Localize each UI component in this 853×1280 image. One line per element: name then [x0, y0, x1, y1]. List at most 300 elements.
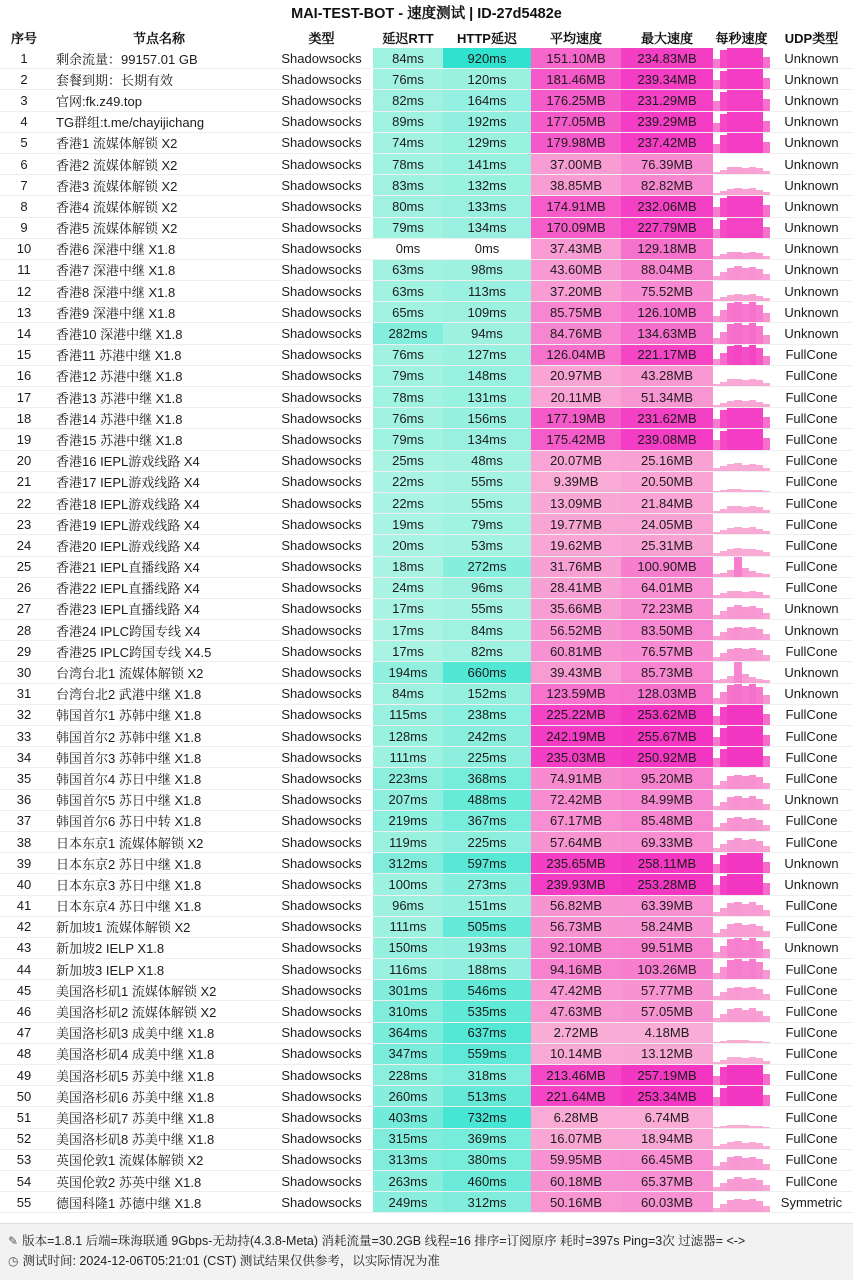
row-index-cell: 31 [16, 686, 32, 702]
sparkline-bar [727, 401, 734, 408]
max-speed-cell: 72.23MB [621, 599, 713, 619]
sparkline-bars [713, 1129, 770, 1149]
max-speed-cell: 103.26MB [621, 959, 713, 979]
sparkline-bar [720, 1126, 727, 1128]
sparkline-bar [727, 939, 734, 958]
max-speed-cell: 128.03MB [621, 684, 713, 704]
row-index-cell: 21 [16, 474, 32, 490]
node-type-cell: Shadowsocks [281, 474, 362, 490]
latency-rtt-cell: 260ms [373, 1086, 443, 1106]
max-speed-cell: 257.19MB [621, 1065, 713, 1085]
avg-speed-cell: 37.00MB [531, 154, 621, 174]
row-index-cell: 15 [16, 347, 32, 363]
sparkline-bar [763, 970, 770, 979]
node-type-cell: Shadowsocks [281, 198, 362, 214]
http-latency-cell: 82ms [443, 641, 531, 661]
sparkline-bar [763, 468, 770, 471]
sparkline-bar [713, 1127, 720, 1128]
latency-rtt-cell: 17ms [373, 599, 443, 619]
sparkline-bar [742, 304, 749, 322]
sparkline-bar [763, 227, 770, 238]
udp-type-cell: FullCone [785, 813, 838, 829]
sparkline-bar [763, 1206, 770, 1212]
http-latency-cell: 380ms [443, 1150, 531, 1170]
avg-speed-cell: 10.14MB [531, 1044, 621, 1064]
sparkline-bar [742, 904, 749, 916]
sparkline-bar [713, 316, 720, 322]
avg-speed-cell: 123.59MB [531, 684, 621, 704]
sparkline-bar [749, 796, 756, 809]
sparkline-bar [727, 649, 734, 662]
per-second-speed-sparkline [713, 1023, 770, 1043]
max-speed-cell: 82.82MB [621, 175, 713, 195]
max-speed-cell: 75.52MB [621, 281, 713, 301]
node-name-cell: 美国洛杉矶7 苏美中继 X1.8 [56, 1110, 215, 1126]
sparkline-bar [763, 1016, 770, 1022]
latency-rtt-cell: 282ms [373, 323, 443, 343]
sparkline-bar [756, 326, 763, 343]
table-row [0, 535, 853, 556]
node-name-cell: 香港17 IEPL游戏线路 X4 [56, 475, 200, 491]
per-second-speed-sparkline [713, 196, 770, 216]
latency-rtt-cell: 111ms [373, 917, 443, 937]
sparkline-bar [749, 591, 756, 598]
row-index-cell: 27 [16, 601, 32, 617]
per-second-speed-sparkline [713, 1001, 770, 1021]
latency-rtt-cell: 82ms [373, 90, 443, 110]
table-row [0, 472, 853, 493]
sparkline-bar [734, 1065, 741, 1085]
sparkline-bar [727, 218, 734, 238]
sparkline-bar [742, 347, 749, 365]
per-second-speed-sparkline [713, 768, 770, 788]
sparkline-bar [749, 196, 756, 216]
sparkline-bar [727, 726, 734, 746]
http-latency-cell: 132ms [443, 175, 531, 195]
sparkline-bars [713, 1065, 770, 1085]
http-latency-cell: 48ms [443, 451, 531, 471]
sparkline-bar [749, 1065, 756, 1085]
node-type-cell: Shadowsocks [281, 326, 362, 342]
node-name-cell: TG群组:t.me/chayijichang [56, 115, 205, 131]
sparkline-bar [734, 1008, 741, 1022]
sparkline-bar [727, 295, 734, 302]
sparkline-bar [749, 938, 756, 958]
row-index-cell: 34 [16, 749, 32, 765]
sparkline-bar [749, 90, 756, 110]
http-latency-cell: 134ms [443, 429, 531, 449]
sparkline-bar [734, 133, 741, 153]
http-latency-cell: 637ms [443, 1023, 531, 1043]
table-row [0, 768, 853, 789]
sparkline-bar [713, 933, 720, 937]
node-type-cell: Shadowsocks [281, 1194, 362, 1210]
node-type-cell: Shadowsocks [281, 283, 362, 299]
sparkline-bar [742, 507, 749, 513]
udp-type-cell: FullCone [785, 707, 838, 723]
sparkline-bar [742, 1065, 749, 1085]
footer-time-text: 测试时间: 2024-12-06T05:21:01 (CST) 测试结果仅供参考，以实际情况为准 [22, 1254, 440, 1268]
sparkline-bar [756, 133, 763, 153]
sparkline-bar [713, 1187, 720, 1191]
per-second-speed-sparkline [713, 641, 770, 661]
sparkline-bar [713, 172, 720, 174]
sparkline-bar [742, 528, 749, 534]
sparkline-bar [734, 902, 741, 916]
row-index-cell: 18 [16, 410, 32, 426]
max-speed-cell: 25.31MB [621, 535, 713, 555]
avg-speed-cell: 177.05MB [531, 112, 621, 132]
per-second-speed-sparkline [713, 1192, 770, 1212]
sparkline-bar [763, 99, 770, 110]
node-name-cell: 韩国首尔3 苏韩中继 X1.8 [56, 750, 202, 766]
latency-rtt-cell: 263ms [373, 1171, 443, 1191]
sparkline-bar [720, 908, 727, 916]
sparkline-bar [713, 1076, 720, 1085]
sparkline-bar [734, 1125, 741, 1128]
sparkline-bar [742, 874, 749, 894]
table-row [0, 154, 853, 175]
http-latency-cell: 131ms [443, 387, 531, 407]
latency-rtt-cell: 403ms [373, 1107, 443, 1127]
http-latency-cell: 597ms [443, 853, 531, 873]
avg-speed-cell: 225.22MB [531, 705, 621, 725]
sparkline-bar [742, 380, 749, 386]
sparkline-bars [713, 239, 770, 259]
avg-speed-cell: 39.43MB [531, 662, 621, 682]
max-speed-cell: 60.03MB [621, 1192, 713, 1212]
sparkline-bar [756, 799, 763, 810]
udp-type-cell: Unknown [784, 241, 839, 257]
sparkline-bar [720, 1088, 727, 1106]
sparkline-bar [734, 557, 741, 577]
max-speed-cell: 231.29MB [621, 90, 713, 110]
http-latency-cell: 152ms [443, 684, 531, 704]
sparkline-bar [749, 1057, 756, 1064]
per-second-speed-sparkline [713, 112, 770, 132]
footer-meta-line [8, 1231, 845, 1251]
sparkline-bars [713, 366, 770, 386]
sparkline-bar [749, 549, 756, 556]
sparkline-bar [749, 167, 756, 174]
latency-rtt-cell: 310ms [373, 1001, 443, 1021]
sparkline-bar [734, 705, 741, 725]
node-name-cell: 香港10 深港中继 X1.8 [56, 327, 183, 343]
sparkline-bar [763, 613, 770, 619]
row-index-cell: 35 [16, 770, 32, 786]
per-second-speed-sparkline [713, 154, 770, 174]
sparkline-bar [763, 994, 770, 1000]
avg-speed-cell: 50.16MB [531, 1192, 621, 1212]
sparkline-bars [713, 705, 770, 725]
node-name-cell: 日本东京1 流媒体解锁 X2 [56, 835, 204, 851]
sparkline-bar [713, 806, 720, 810]
sparkline-bars [713, 429, 770, 449]
sparkline-bar [749, 408, 756, 428]
node-type-cell: Shadowsocks [281, 71, 362, 87]
max-speed-cell: 24.05MB [621, 514, 713, 534]
avg-speed-cell: 43.60MB [531, 260, 621, 280]
node-name-cell: 香港7 深港中继 X1.8 [56, 263, 176, 279]
sparkline-bar [756, 608, 763, 619]
avg-speed-cell: 235.65MB [531, 853, 621, 873]
sparkline-bar [734, 266, 741, 280]
node-type-cell: Shadowsocks [281, 220, 362, 236]
table-row [0, 853, 853, 874]
http-latency-cell: 460ms [443, 1171, 531, 1191]
latency-rtt-cell: 194ms [373, 662, 443, 682]
http-latency-cell: 318ms [443, 1065, 531, 1085]
sparkline-bar [713, 59, 720, 68]
udp-type-cell: FullCone [785, 643, 838, 659]
http-latency-cell: 98ms [443, 260, 531, 280]
sparkline-bar [742, 607, 749, 619]
row-index-cell: 17 [16, 389, 32, 405]
node-type-cell: Shadowsocks [281, 453, 362, 469]
sparkline-bar [734, 48, 741, 68]
avg-speed-cell: 56.52MB [531, 620, 621, 640]
sparkline-bar [727, 1142, 734, 1149]
sparkline-bar [763, 356, 770, 365]
row-index-cell: 44 [16, 961, 32, 977]
table-row [0, 896, 853, 917]
sparkline-bar [727, 1065, 734, 1085]
sparkline-bar [720, 198, 727, 216]
sparkline-bar [734, 1141, 741, 1148]
pencil-icon: ✎ [8, 1234, 19, 1248]
header-avg-speed: 平均速度 [549, 30, 602, 46]
sparkline-bar [756, 269, 763, 280]
max-speed-cell: 57.05MB [621, 1001, 713, 1021]
sparkline-bar [763, 417, 770, 428]
udp-type-cell: FullCone [785, 495, 838, 511]
sparkline-bar [756, 726, 763, 746]
sparkline-bar [756, 490, 763, 492]
node-name-cell: 香港22 IEPL直播线路 X4 [56, 581, 200, 597]
sparkline-bars [713, 853, 770, 873]
node-name-cell: 香港4 流媒体解锁 X2 [56, 199, 178, 215]
sparkline-bar [727, 607, 734, 620]
sparkline-bar [742, 1058, 749, 1064]
table-row [0, 90, 853, 111]
sparkline-bars [713, 980, 770, 1000]
udp-type-cell: FullCone [785, 1131, 838, 1147]
sparkline-bars [713, 1044, 770, 1064]
sparkline-bar [713, 440, 720, 449]
per-second-speed-sparkline [713, 514, 770, 534]
sparkline-bar [720, 844, 727, 852]
per-second-speed-sparkline [713, 69, 770, 89]
sparkline-bar [742, 705, 749, 725]
sparkline-bar [720, 992, 727, 1000]
sparkline-bar [756, 905, 763, 916]
sparkline-bar [756, 529, 763, 535]
max-speed-cell: 66.45MB [621, 1150, 713, 1170]
sparkline-bar [713, 123, 720, 132]
row-index-cell: 2 [20, 71, 28, 87]
node-type-cell: Shadowsocks [281, 665, 362, 681]
sparkline-bar [749, 1086, 756, 1106]
sparkline-bar [742, 988, 749, 1000]
sparkline-bars [713, 1171, 770, 1191]
sparkline-bar [742, 1179, 749, 1191]
table-row [0, 133, 853, 154]
row-index-cell: 13 [16, 304, 32, 320]
node-name-cell: 香港18 IEPL游戏线路 X4 [56, 496, 200, 512]
http-latency-cell: 55ms [443, 493, 531, 513]
avg-speed-cell: 213.46MB [531, 1065, 621, 1085]
row-index-cell: 14 [16, 326, 32, 342]
node-type-cell: Shadowsocks [281, 1046, 362, 1062]
sparkline-bar [713, 996, 720, 1000]
sparkline-bar [763, 1127, 770, 1128]
sparkline-bars [713, 218, 770, 238]
sparkline-bar [756, 112, 763, 132]
udp-type-cell: FullCone [785, 389, 838, 405]
sparkline-bar [763, 1074, 770, 1085]
sparkline-bar [763, 298, 770, 301]
avg-speed-cell: 38.85MB [531, 175, 621, 195]
latency-rtt-cell: 79ms [373, 218, 443, 238]
udp-type-cell: Unknown [784, 135, 839, 151]
node-type-cell: Shadowsocks [281, 495, 362, 511]
avg-speed-cell: 242.19MB [531, 726, 621, 746]
table-row [0, 1001, 853, 1022]
sparkline-bar [756, 69, 763, 89]
sparkline-bar [734, 463, 741, 470]
sparkline-bar [734, 69, 741, 89]
sparkline-bar [720, 332, 727, 344]
sparkline-bar [749, 902, 756, 915]
row-index-cell: 40 [16, 876, 32, 892]
max-speed-cell: 84.99MB [621, 790, 713, 810]
table-row [0, 832, 853, 853]
sparkline-bar [734, 938, 741, 958]
node-type-cell: Shadowsocks [281, 707, 362, 723]
row-index-cell: 45 [16, 982, 32, 998]
avg-speed-cell: 20.07MB [531, 451, 621, 471]
sparkline-bar [763, 634, 770, 640]
sparkline-bars [713, 959, 770, 979]
sparkline-bar [742, 649, 749, 661]
sparkline-bar [727, 48, 734, 68]
sparkline-bar [763, 931, 770, 937]
sparkline-bar [720, 749, 727, 767]
sparkline-bar [734, 294, 741, 301]
sparkline-bar [749, 747, 756, 767]
sparkline-bar [763, 205, 770, 216]
sparkline-bar [720, 170, 727, 174]
http-latency-cell: 156ms [443, 408, 531, 428]
per-second-speed-sparkline [713, 345, 770, 365]
per-second-speed-sparkline [713, 938, 770, 958]
http-latency-cell: 192ms [443, 112, 531, 132]
udp-type-cell: FullCone [785, 368, 838, 384]
footer-meta-text: 版本=1.8.1 后端=珠海联通 9Gbps-无劫持(4.3.8-Meta) 消耗流量=30.2GB 线程=16 排序=订阅原序 耗时=397s Ping=3次 过滤器= <-> [22, 1234, 746, 1248]
sparkline-bar [742, 465, 749, 471]
max-speed-cell: 58.24MB [621, 917, 713, 937]
sparkline-bar [763, 595, 770, 598]
sparkline-bar [720, 593, 727, 597]
sparkline-bar [742, 925, 749, 937]
sparkline-bar [734, 188, 741, 195]
row-index-cell: 54 [16, 1173, 32, 1189]
sparkline-bar [756, 592, 763, 598]
per-second-speed-sparkline [713, 1065, 770, 1085]
sparkline-bar [734, 959, 741, 979]
udp-type-cell: Unknown [784, 71, 839, 87]
sparkline-bar [763, 552, 770, 555]
sparkline-bar [763, 313, 770, 322]
max-speed-cell: 76.57MB [621, 641, 713, 661]
udp-type-cell: FullCone [785, 1046, 838, 1062]
per-second-speed-sparkline [713, 387, 770, 407]
per-second-speed-sparkline [713, 874, 770, 894]
sparkline-bars [713, 90, 770, 110]
avg-speed-cell: 176.25MB [531, 90, 621, 110]
node-name-cell: 香港14 苏港中继 X1.8 [56, 411, 183, 427]
sparkline-bar [742, 1125, 749, 1127]
table-row [0, 641, 853, 662]
latency-rtt-cell: 89ms [373, 112, 443, 132]
sparkline-bar [742, 674, 749, 682]
udp-type-cell: Unknown [784, 156, 839, 172]
clock-icon: ◷ [8, 1254, 19, 1268]
sparkline-bar [749, 1178, 756, 1191]
sparkline-bar [749, 677, 756, 683]
row-index-cell: 55 [16, 1194, 32, 1210]
table-row [0, 938, 853, 959]
table-row [0, 959, 853, 980]
node-name-cell: 香港5 流媒体解锁 X2 [56, 221, 178, 237]
sparkline-bar [727, 464, 734, 471]
sparkline-bar [742, 776, 749, 788]
per-second-speed-sparkline [713, 408, 770, 428]
sparkline-bar [742, 408, 749, 428]
node-type-cell: Shadowsocks [281, 1067, 362, 1083]
sparkline-bar [763, 846, 770, 852]
table-row [0, 302, 853, 323]
sparkline-bar [742, 168, 749, 174]
sparkline-bar [720, 1067, 727, 1085]
row-index-cell: 26 [16, 580, 32, 596]
sparkline-bar [727, 676, 734, 682]
sparkline-bar [763, 1042, 770, 1043]
sparkline-bar [720, 1183, 727, 1191]
node-name-cell: 韩国首尔6 苏日中转 X1.8 [56, 814, 202, 830]
sparkline-bar [727, 324, 734, 343]
sparkline-bar [720, 1014, 727, 1022]
max-speed-cell: 76.39MB [621, 154, 713, 174]
sparkline-bar [713, 952, 720, 958]
row-index-cell: 7 [20, 177, 28, 193]
sparkline-bar [713, 144, 720, 153]
sparkline-bar [713, 101, 720, 110]
sparkline-bar [713, 1166, 720, 1170]
sparkline-bar [727, 133, 734, 153]
sparkline-bar [727, 549, 734, 556]
sparkline-bars [713, 832, 770, 852]
sparkline-bar [734, 627, 741, 641]
sparkline-bar [756, 168, 763, 174]
sparkline-bar [734, 987, 741, 1001]
sparkline-bar [727, 489, 734, 492]
sparkline-bar [713, 973, 720, 979]
per-second-speed-sparkline [713, 811, 770, 831]
max-speed-cell: 18.94MB [621, 1129, 713, 1149]
max-speed-cell: 239.34MB [621, 69, 713, 89]
sparkline-bar [763, 655, 770, 661]
